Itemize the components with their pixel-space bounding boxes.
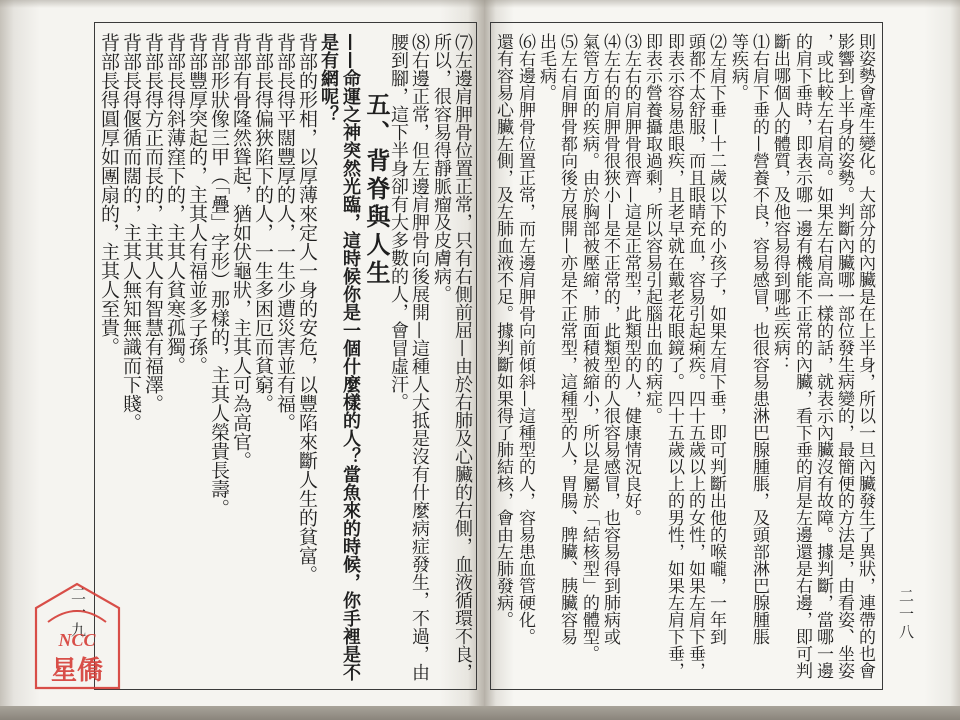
body-text-column: 背部的形相，以厚薄來定人一身的安危，以豐陷來斷人生的貧富。 xyxy=(296,33,318,584)
right-text-column: 影響到上半身的姿勢。判斷內臟哪一部位發生病變的，最簡便的方法是，由看姿、坐姿 xyxy=(834,33,854,679)
right-text-column: ⑶左右的肩胛骨很齊—這是正常型，此類型的人，健康情況良好。 xyxy=(621,33,641,526)
ncc-stamp-logo xyxy=(30,578,125,693)
section-subtitle: 是有網呢？ xyxy=(318,33,339,123)
left-text-column: 所以，很容易得靜脈瘤及皮膚病。 xyxy=(431,33,452,303)
stamp-arc xyxy=(48,611,106,622)
right-text-column: 頭都不太舒服，而且眼睛充血，容易引起痢疾。四十五歲以上的女性，如果左肩下垂， xyxy=(685,33,705,679)
right-text-column: ⑸左右肩胛骨都向後方展開—亦是不正常型，這種型的人，胃腸、脾臟、胰臟容易 xyxy=(557,33,577,645)
right-text-column: ⑷左右的肩胛骨很狹小—是不正常的，此類型的人很容易感冒，也容易得到肺病或 xyxy=(600,33,620,645)
right-page-number: 二一八 xyxy=(897,588,915,642)
left-page-number: 二一九 xyxy=(69,586,87,640)
right-text-column: 斷出哪個人的體質，及他容易得到哪些疾病： xyxy=(770,33,790,373)
body-text-column: 背部長得斜薄窪下的，主其人貧寒孤獨。 xyxy=(164,33,186,375)
section-heading: 五、背脊與人生 xyxy=(362,92,390,288)
right-text-column: ⑹右邊肩胛骨位置正常，而左邊肩胛骨向前傾斜—這種型的人，容易患血管硬化。 xyxy=(515,33,535,645)
page-top-shade xyxy=(0,0,960,8)
right-text-column: 氣管方面的疾病。由於胸部被壓縮，肺面積被縮小，所以是屬於「結核型」的體型。 xyxy=(579,33,599,662)
right-text-column: 即表示容易患眼疾，且老早就在戴老花眼鏡了。四十五歲以上的男性，如果左肩下垂， xyxy=(664,33,684,679)
body-text-column: 背部長得平闊豐厚的人，一生少遭災害並有福。 xyxy=(274,33,296,432)
page-bottom-edge xyxy=(0,706,960,720)
right-text-column: 等疾病。 xyxy=(728,33,748,101)
body-text-column: 背部長得方正而長的，主其人有智慧有福澤。 xyxy=(142,33,164,413)
right-text-column: 則姿勢會產生變化。大部分的內臟是在上半身，所以一旦內臟發生了異狀，連帶的也會 xyxy=(855,33,875,679)
right-text-column: 還有容易心臟左側，及左肺血液不足。據判斷如果得了肺結核，會由左肺發病。 xyxy=(493,33,513,628)
body-text-column: 背部長得偏狹陷下的人，一生多困厄而貧窮。 xyxy=(252,33,274,413)
right-text-column: 的肩下垂時，即表示哪一邊有機能不正常的內臟，看下垂的肩是左邊還是右邊，即可判 xyxy=(792,33,812,679)
body-text-column: 背部長得圓厚如團扇的，主其人至貴。 xyxy=(98,33,120,356)
body-text-column: 背部有骨隆然聳起，猶如伏龜狀，主其人可為高官。 xyxy=(230,33,252,470)
right-text-column: 出毛病。 xyxy=(536,33,556,101)
right-text-column: ⑵左肩下垂—十二歲以下的小孩子，如果左肩下垂，即可判斷出他的喉嚨，一年到 xyxy=(706,33,726,645)
section-subtitle: ——命運之神突然光臨，這時候你是一個什麼樣的人？當魚來的時候，你手裡是不 xyxy=(340,33,361,681)
body-text-column: 背部長得偃循而闊的，主其人無知無識而下賤。 xyxy=(120,33,142,432)
left-text-column: 腰到腳，這下半身卻有大多數的人，會冒虛汗。 xyxy=(388,33,409,411)
stamp-latin-text: NCC xyxy=(58,630,96,650)
left-text-column: ⑺左邊肩胛骨位置正常，只有右側前屈—由於右肺及心臟的右側，血液循環不良， xyxy=(452,33,473,681)
right-text-column: 即表示營養攝取過剩，所以容易引起腦出血的病症。 xyxy=(642,33,662,424)
stamp-chinese-text: 星僑 xyxy=(50,656,104,686)
right-text-column: ，或比較左右肩高。如果左右肩高一樣的話，就表示內臟沒有故障。據判斷，當哪一邊 xyxy=(813,33,833,679)
left-text-column: ⑻右邊正常，但左邊肩胛骨向後展開—這種人大抵是沒有什麼病症發生，不過，由 xyxy=(409,33,430,681)
body-text-column: 背部豐厚突起的，主其人有福並多子孫。 xyxy=(186,33,208,375)
body-text-column: 背部形狀像三甲（「疊」字形）那樣的，主其人榮貴長壽。 xyxy=(208,33,230,518)
right-text-column: ⑴右肩下垂的—營養不良，容易感冒，也很容易患淋巴腺腫脹，及頭部淋巴腺腫脹 xyxy=(749,33,769,645)
